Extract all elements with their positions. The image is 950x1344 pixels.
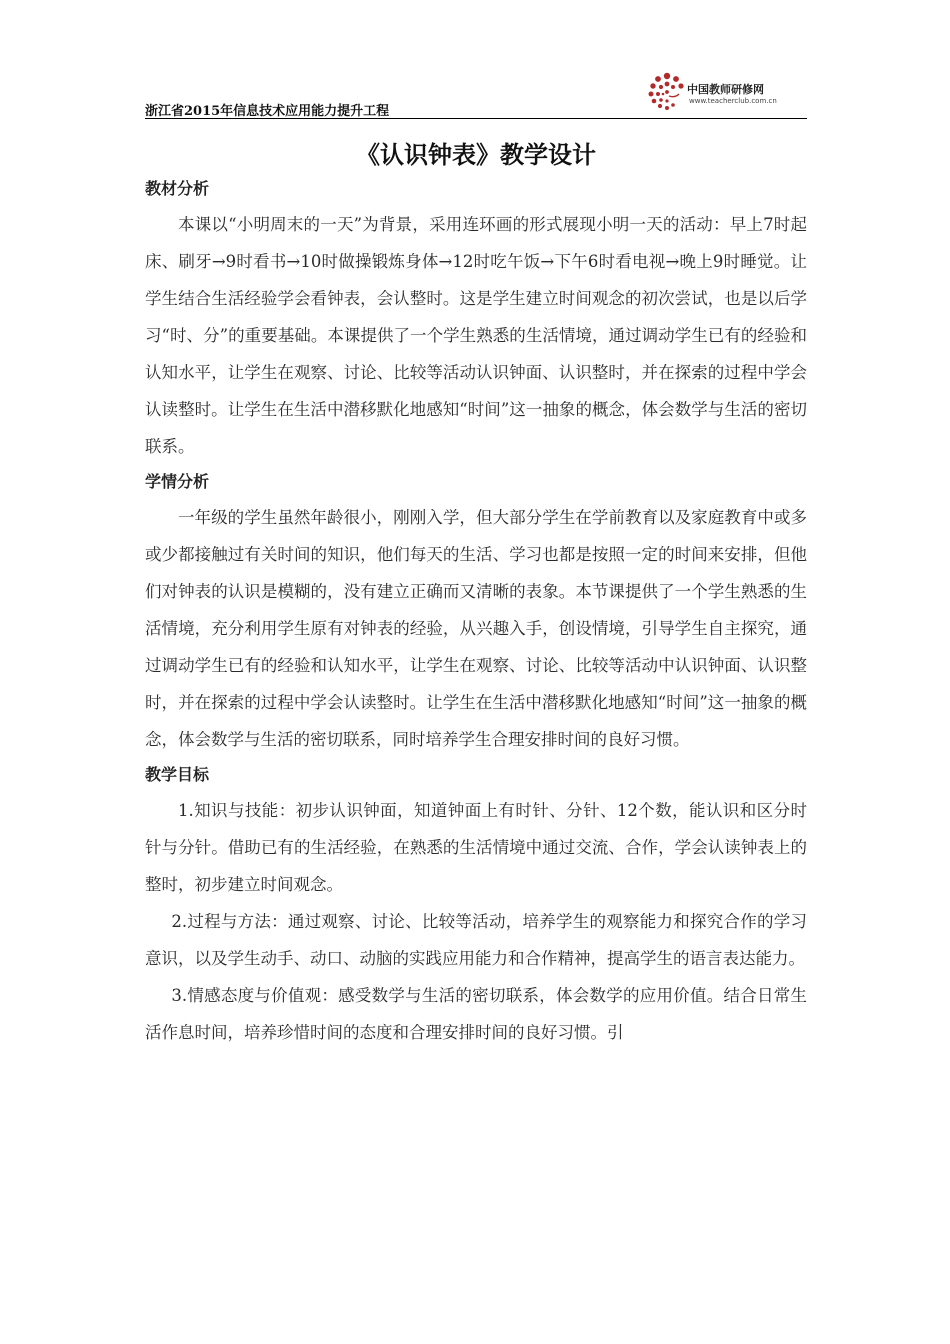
paragraph: 本课以“小明周末的一天”为背景，采用连环画的形式展现小明一天的活动：早上7时起床、刷牙→9时看书→10时做操锻炼身体→12时吃午饭→下午6时看电视→晚上9时睡觉。让学生结合生活经验学会看钟表，会认整时。这是学生建立时间观念的初次尝试，也是以后学习“时、分”的重要基础。本课提供了一个学生熟悉的生活情境，通过调动学生已有的经验和认知水平，让学生在观察、讨论、比较等活动认识钟面、认识整时，并在探索的过程中学会认读整时。让学生在生活中潜移默化地感知“时间”这一抽象的概念，体会数学与生活的密切联系。 [145, 215, 807, 456]
section-heading: 教材分析 [145, 179, 210, 198]
document-title: 《认识钟表》教学设计 [356, 141, 596, 169]
logo-name: 中国教师研修网 [687, 83, 764, 96]
goal-paragraph: 3.情感态度与价值观：感受数学与生活的密切联系，体会数学的应用价值。结合日常生活作息时间，培养珍惜时间的态度和合理安排时间的良好习惯。引 [145, 986, 807, 1042]
logo-flower-icon [643, 70, 691, 116]
section-heading: 教学目标 [145, 765, 210, 784]
section-textbook-analysis [145, 172, 807, 465]
goal-paragraph: 2.过程与方法：通过观察、讨论、比较等活动，培养学生的观察能力和探究合作的学习意识，以及学生动手、动口、动脑的实践应用能力和合作精神，提高学生的语言表达能力。 [145, 912, 807, 968]
header-divider [145, 118, 807, 119]
project-title: 浙江省2015年信息技术应用能力提升工程 [145, 104, 390, 119]
teacherclub-logo [643, 70, 793, 116]
goal-paragraph: 1.知识与技能：初步认识钟面，知道钟面上有时针、分针、12个数，能认识和区分时针与分针。借助已有的生活经验，在熟悉的生活情境中通过交流、合作，学会认读钟表上的整时，初步建立时间观念。 [145, 801, 807, 894]
paragraph: 一年级的学生虽然年龄很小，刚刚入学，但大部分学生在学前教育以及家庭教育中或多或少都接触过有关时间的知识，他们每天的生活、学习也都是按照一定的时间来安排，但他们对钟表的认识是模糊的，没有建立正确而又清晰的表象。本节课提供了一个学生熟悉的生活情境，充分利用学生原有对钟表的经验，从兴趣入手，创设情境，引导学生自主探究，通过调动学生已有的经验和认知水平，让学生在观察、讨论、比较等活动中认识钟面、认识整时，并在探索的过程中学会认读整时。让学生在生活中潜移默化地感知“时间”这一抽象的概念，体会数学与生活的密切联系，同时培养学生合理安排时间的良好习惯。 [145, 508, 807, 749]
section-teaching-goals [145, 758, 807, 1051]
document-body [145, 138, 807, 1051]
logo-url: www.teacherclub.com.cn [689, 97, 777, 105]
section-heading: 学情分析 [145, 472, 210, 491]
page-header [145, 70, 807, 120]
section-student-analysis [145, 465, 807, 758]
